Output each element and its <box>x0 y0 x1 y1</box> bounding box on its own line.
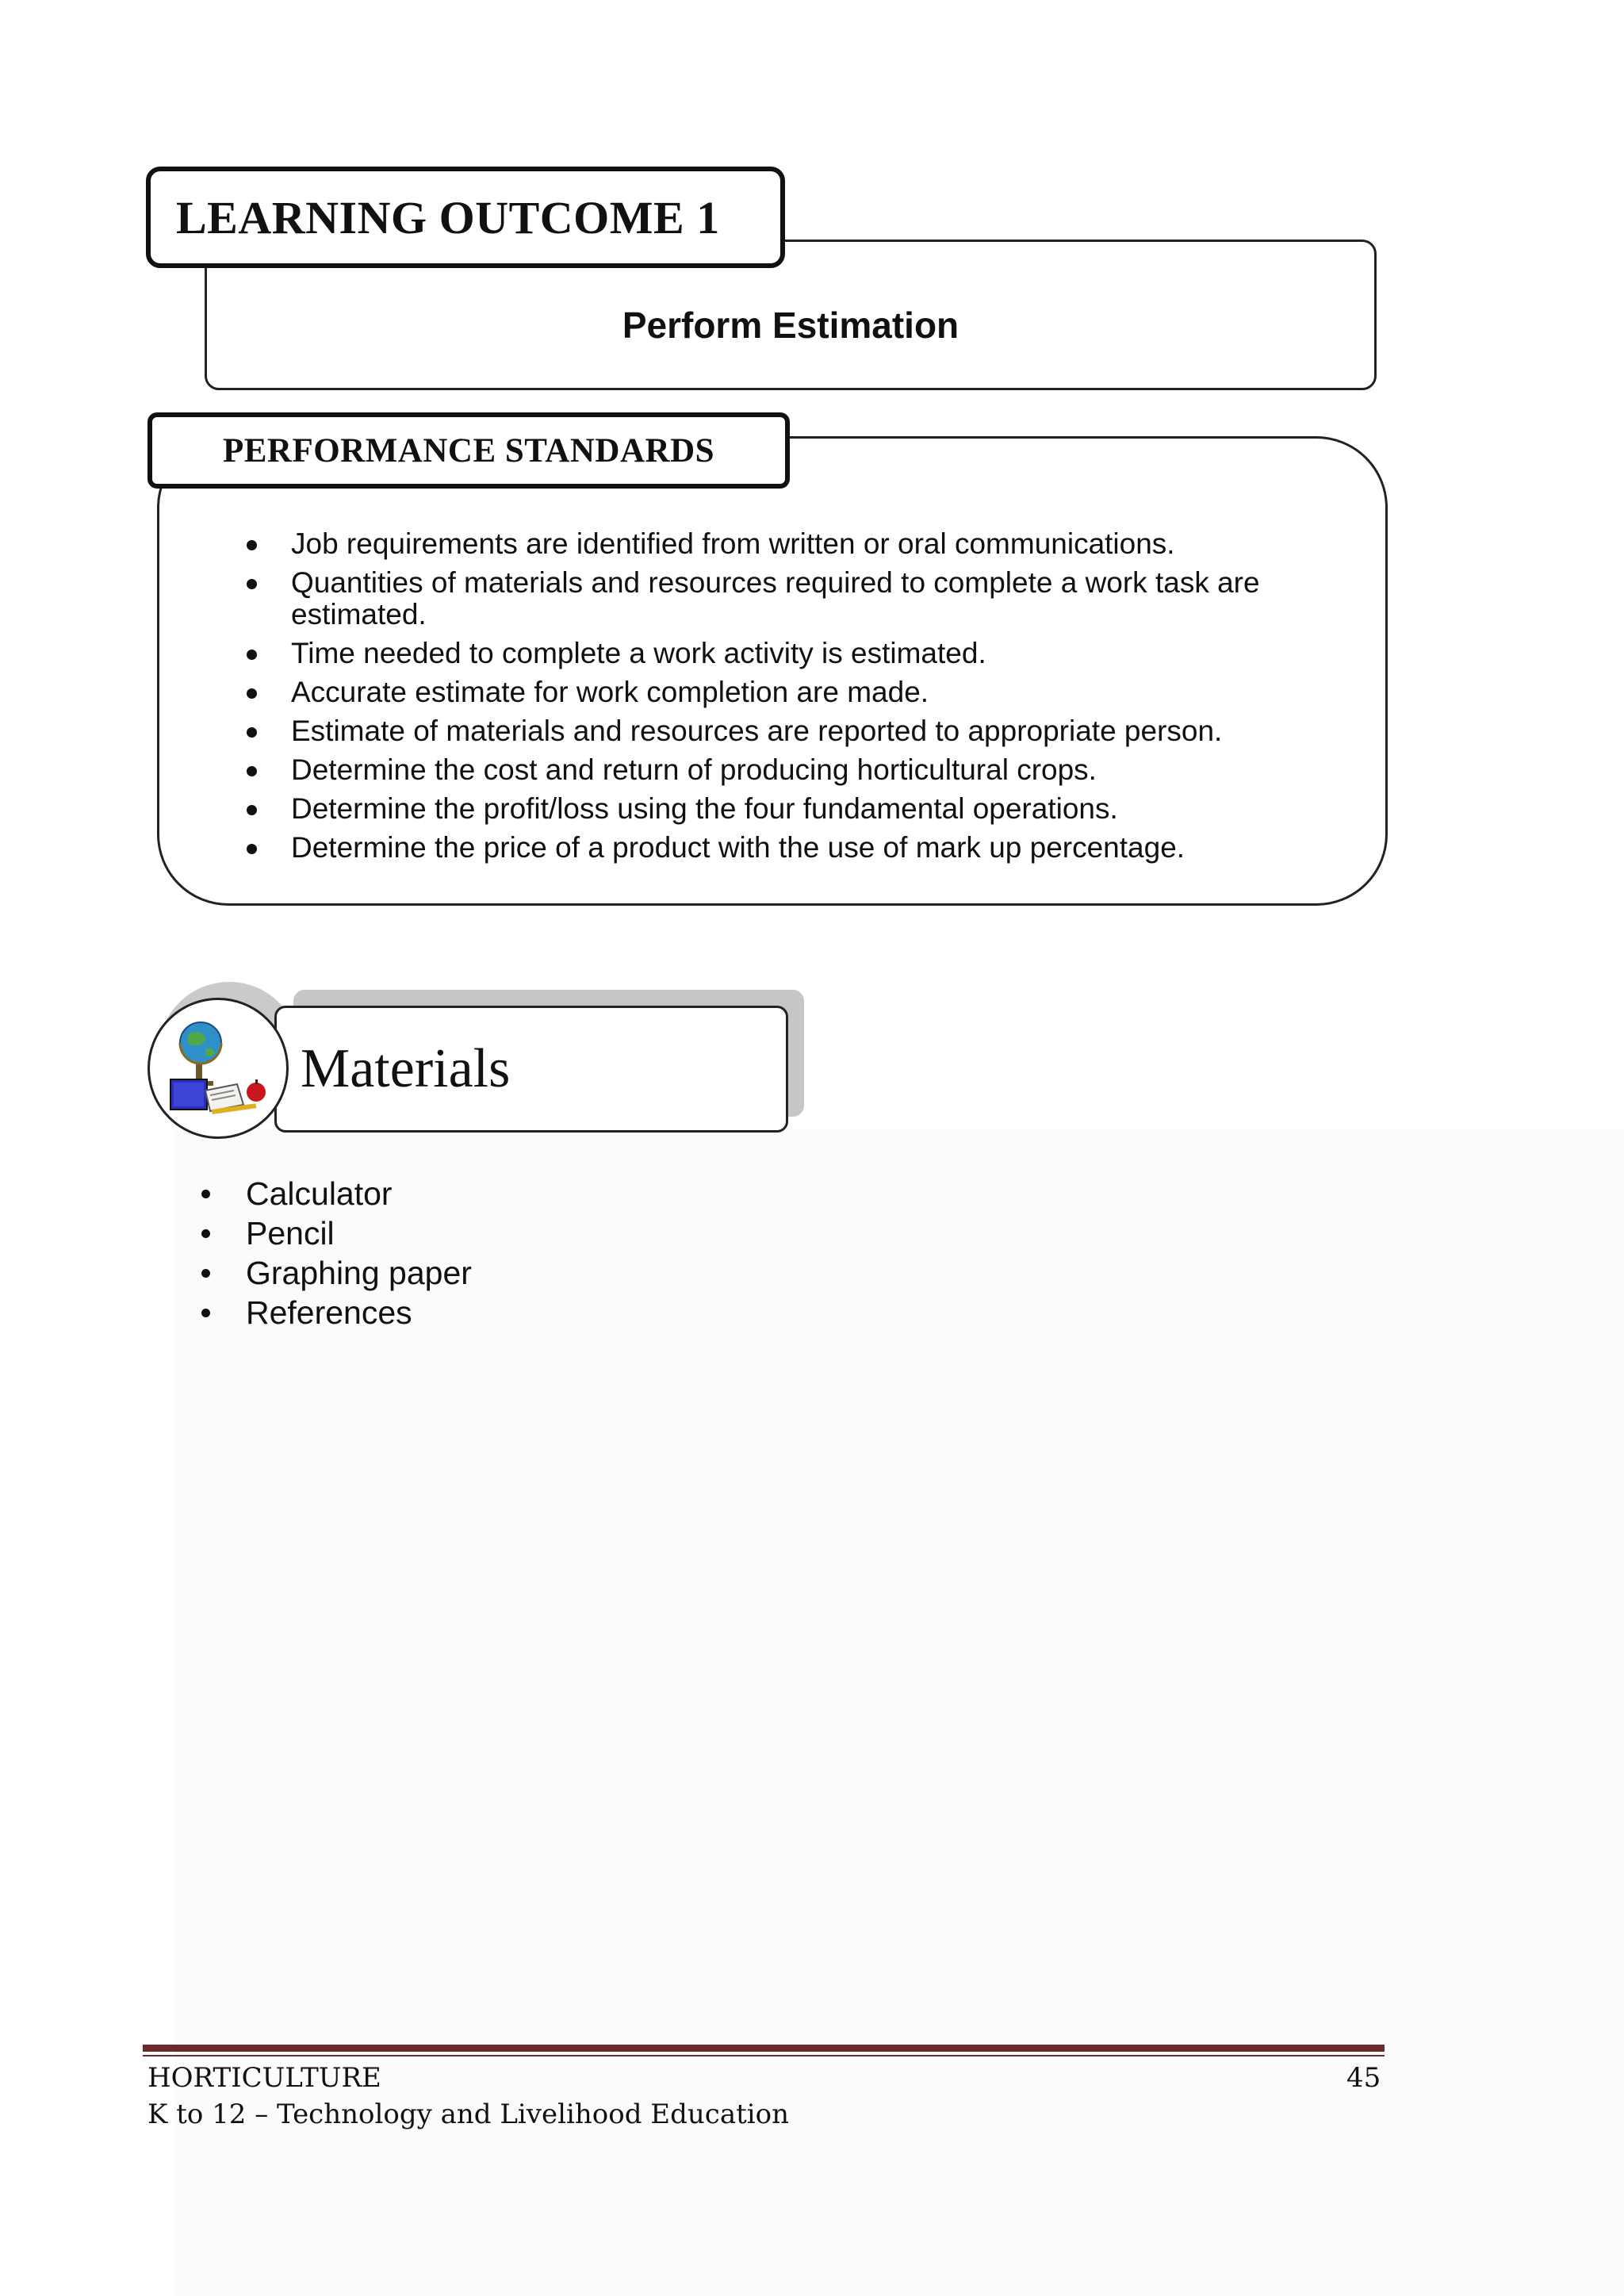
footer-text <box>147 2060 789 2133</box>
list-item: Accurate estimate for work completion are made. <box>159 677 1333 708</box>
learning-outcome-heading: LEARNING OUTCOME 1 <box>176 191 720 243</box>
footer-divider-thin <box>143 2055 1385 2056</box>
list-item: Job requirements are identified from written or oral communications. <box>159 528 1333 560</box>
footer-course: K to 12 – Technology and Livelihood Education <box>147 2099 789 2130</box>
list-item: References <box>0 1293 472 1332</box>
performance-standards-box <box>157 436 1388 906</box>
learning-outcome-heading-tab <box>146 167 785 268</box>
list-item: Determine the price of a product with the use of mark up percentage. <box>159 832 1333 864</box>
list-item: Determine the profit/loss using the four fundamental operations. <box>159 793 1333 825</box>
list-item: Pencil <box>0 1213 472 1253</box>
globe-books-icon <box>164 1018 275 1121</box>
materials-list <box>0 1174 472 1332</box>
list-item: Graphing paper <box>0 1253 472 1293</box>
footer-subject: HORTICULTURE <box>147 2062 381 2094</box>
list-item: Quantities of materials and resources required to complete a work task are estimated. <box>159 567 1333 631</box>
performance-standards-heading-tab <box>147 412 790 489</box>
footer-divider <box>143 2045 1385 2052</box>
page-number: 45 <box>1346 2062 1381 2094</box>
performance-standards-list <box>159 528 1333 871</box>
performance-standards-heading: PERFORMANCE STANDARDS <box>222 431 715 470</box>
list-item: Calculator <box>0 1174 472 1213</box>
learning-outcome-subtitle: Perform Estimation <box>622 305 959 346</box>
list-item: Determine the cost and return of producing horticultural crops. <box>159 754 1333 786</box>
list-item: Time needed to complete a work activity is estimated. <box>159 638 1333 669</box>
materials-icon-badge <box>147 998 289 1139</box>
list-item: Estimate of materials and resources are reported to appropriate person. <box>159 715 1333 747</box>
materials-heading: Materials <box>301 1038 511 1099</box>
materials-heading-tab <box>274 1006 788 1133</box>
